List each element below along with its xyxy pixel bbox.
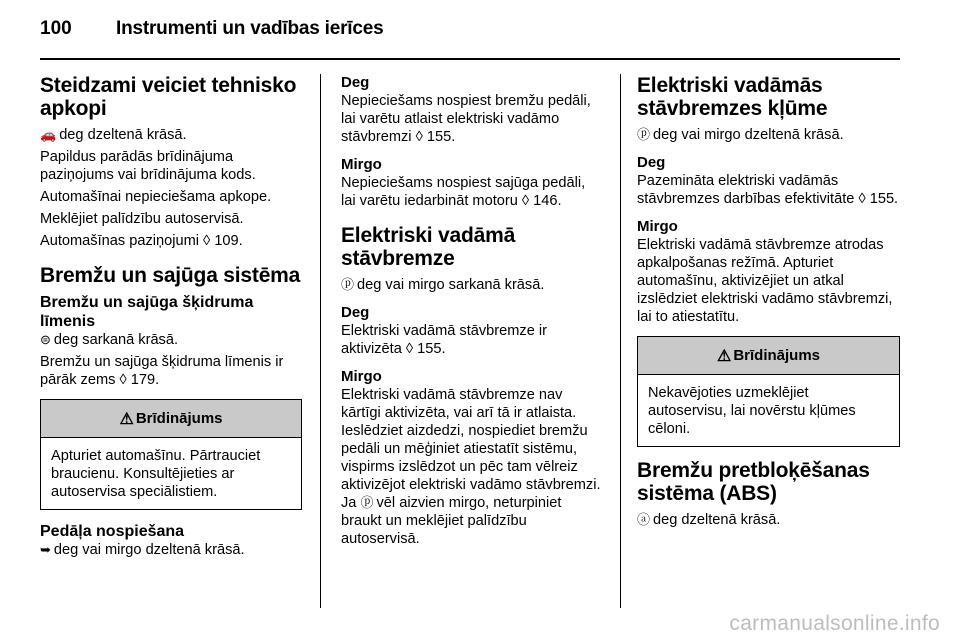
warning-box bbox=[637, 336, 900, 447]
fault-mirgo-text: Elektriski vadāmā stāvbremze atrodas apkalpošanas režīmā. Apturiet automašīnu, aktivizējiet un atkal izslēdziet elektriski vadāmo stāvbremzi, lai to atiestatītu. bbox=[637, 237, 893, 325]
abs-icon: ⓐ bbox=[637, 512, 651, 527]
page-number: 100 bbox=[40, 18, 72, 39]
warning-box-header: ⚠ Brīdinājums bbox=[638, 337, 899, 375]
deg-label: Deg bbox=[341, 74, 370, 91]
warning-triangle-icon: ⚠ bbox=[716, 347, 732, 365]
parking-brake-fault-icon: ⓟ bbox=[637, 127, 651, 142]
watermark: carmanualsonline.info bbox=[729, 612, 940, 635]
service-text: Automašīnai nepieciešama apkope. bbox=[40, 189, 272, 205]
warning-box-body: Apturiet automašīnu. Pārtrauciet braucienu. Konsultējieties ar autoservisa speciālistiem. bbox=[51, 448, 261, 500]
pedal-status-line: ➥ deg vai mirgo dzeltenā krāsā. bbox=[40, 542, 245, 558]
service-text: Automašīnas paziņojumi ◊ 109. bbox=[40, 233, 243, 249]
column-2 bbox=[341, 74, 603, 552]
warning-box bbox=[40, 399, 302, 510]
fault-deg-label: Deg bbox=[637, 154, 666, 171]
subsection-title-fluid: Bremžu un sajūga šķidruma līmenis bbox=[40, 294, 254, 330]
warning-triangle-icon: ⚠ bbox=[119, 410, 134, 428]
warning-box-body: Nekavējoties uzmeklējiet autoservisu, lai novērstu kļūmes cēloni. bbox=[648, 385, 856, 437]
wrench-car-icon: 🚗 bbox=[40, 127, 57, 142]
section-title-service: Steidzami veiciet tehnisko apkopi bbox=[40, 74, 297, 120]
foot-pedal-icon: ➥ bbox=[40, 542, 51, 557]
epb-deg-label: Deg bbox=[341, 304, 370, 321]
parking-brake-icon: ⓟ bbox=[360, 495, 374, 510]
mirgo-text: Nepieciešams nospiest sajūga pedāli, lai varētu iedarbināt motoru ◊ 146. bbox=[341, 175, 586, 209]
deg-text: Nepieciešams nospiest bremžu pedāli, lai varētu atlaist elektriski vadāmo stāvbremzi ◊ 155. bbox=[341, 93, 591, 145]
subsection-title-pedal: Pedāļa nospiešana bbox=[40, 523, 185, 540]
service-status-line: 🚗 deg dzeltenā krāsā. bbox=[40, 127, 187, 143]
service-text: Meklējiet palīdzību autoservisā. bbox=[40, 211, 244, 227]
section-title-abs: Bremžu pretbloķēšanas sistēma (ABS) bbox=[637, 459, 870, 505]
header-rule bbox=[40, 58, 900, 60]
section-title-brakes: Bremžu un sajūga sistēma bbox=[40, 264, 301, 287]
fluid-status-line: ⊜ deg sarkanā krāsā. bbox=[40, 332, 179, 348]
section-title-epb-fault: Elektriski vadāmās stāvbremzes kļūme bbox=[637, 74, 828, 120]
service-text: Papildus parādās brīdinājuma paziņojums vai brīdinājuma kods. bbox=[40, 149, 256, 183]
fault-status-line: ⓟ deg vai mirgo dzeltenā krāsā. bbox=[637, 127, 844, 143]
page-header bbox=[0, 0, 960, 60]
section-title-epb: Elektriski vadāmā stāvbremze bbox=[341, 224, 516, 270]
epb-mirgo-label: Mirgo bbox=[341, 368, 382, 385]
brake-fluid-icon: ⊜ bbox=[40, 332, 51, 347]
fluid-text: Bremžu un sajūga šķidruma līmenis ir pārāk zems ◊ 179. bbox=[40, 354, 284, 388]
column-3 bbox=[637, 74, 900, 533]
fault-deg-text: Pazemināta elektriski vadāmās stāvbremzes darbības efektivitāte ◊ 155. bbox=[637, 173, 899, 207]
epb-status-line: ⓟ deg vai mirgo sarkanā krāsā. bbox=[341, 277, 545, 293]
abs-status-line: ⓐ deg dzeltenā krāsā. bbox=[637, 512, 781, 528]
column-divider-2 bbox=[620, 74, 621, 608]
warning-box-header: ⚠ Brīdinājums bbox=[41, 400, 301, 438]
epb-mirgo-text: Elektriski vadāmā stāvbremze nav kārtīgi aktivizēta, vai arī tā ir atlaista. Ieslēdziet aizdedzi, nospiediet bremžu pedāli un mēģiniet atiestatīt sistēmu, vispirms izslēdzot un pēc tam vēlreiz aktivizējot elektriski vadāmo stāvbremzi. Ja ⓟ vēl aizvien mirgo, neturpiniet braukt un meklējiet palīdzību autoservisā. bbox=[341, 387, 601, 547]
page-title: Instrumenti un vadības ierīces bbox=[116, 18, 384, 39]
column-divider-1 bbox=[320, 74, 321, 608]
fault-mirgo-label: Mirgo bbox=[637, 218, 678, 235]
parking-brake-icon: ⓟ bbox=[341, 277, 355, 292]
epb-deg-text: Elektriski vadāmā stāvbremze ir aktivizēta ◊ 155. bbox=[341, 323, 547, 357]
mirgo-label: Mirgo bbox=[341, 156, 382, 173]
column-1 bbox=[40, 74, 302, 563]
